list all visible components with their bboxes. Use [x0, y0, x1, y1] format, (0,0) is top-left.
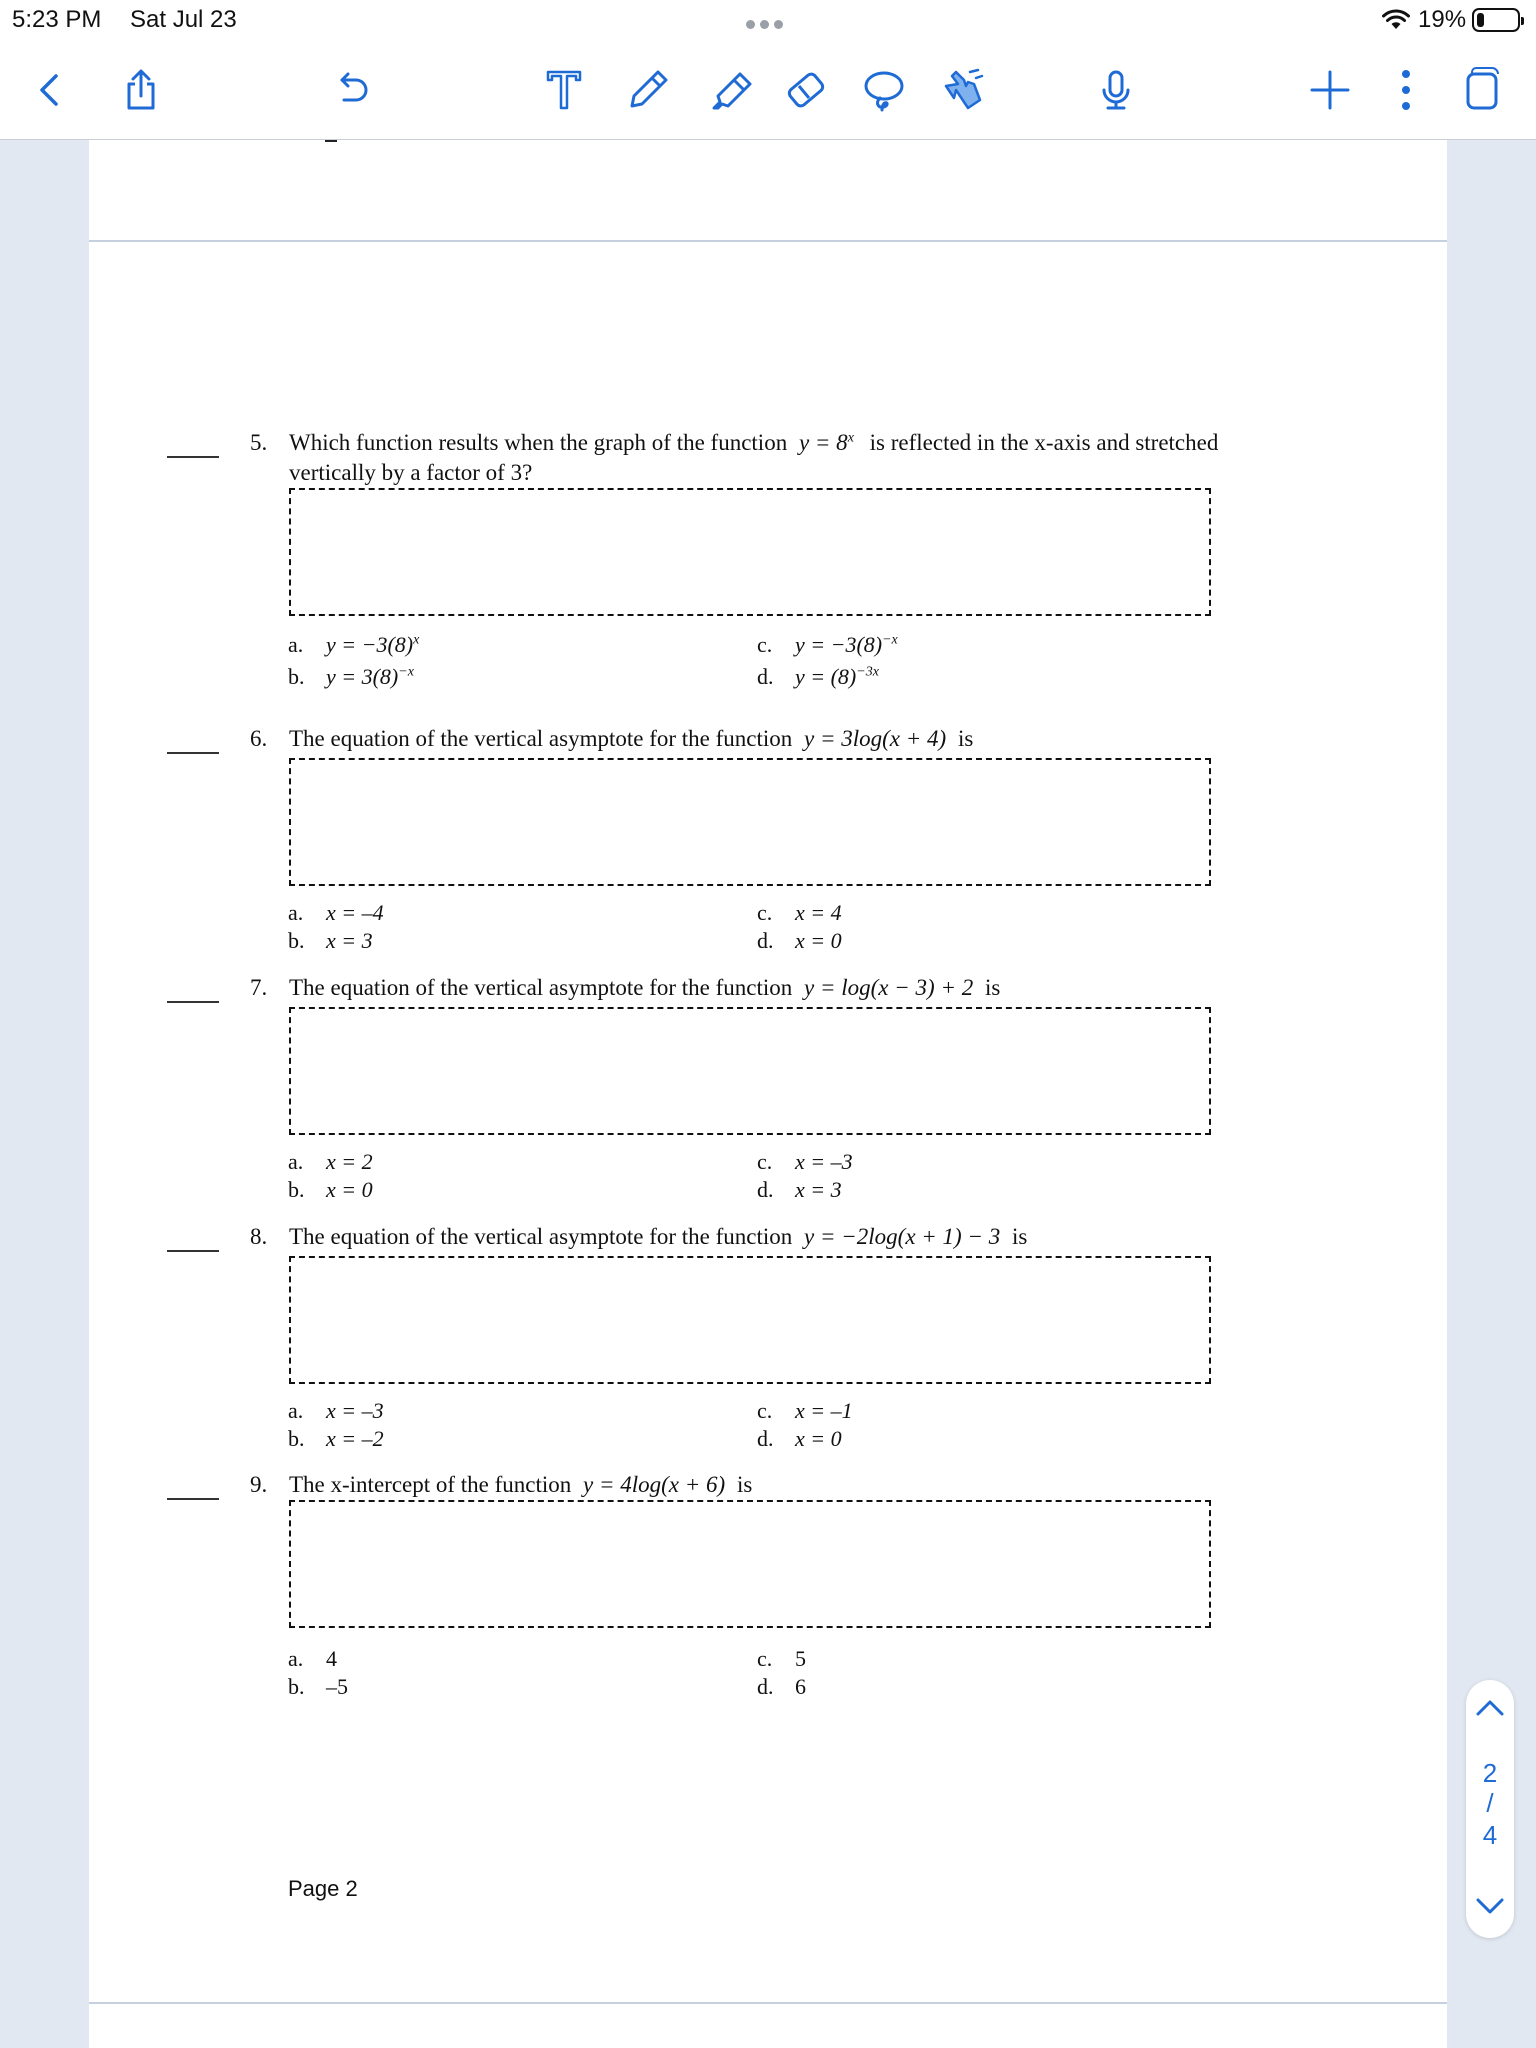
lasso-icon [860, 66, 908, 114]
page-view-button[interactable] [1454, 62, 1510, 118]
option-d[interactable]: d. 6 [757, 1674, 806, 1699]
battery-icon [1472, 8, 1520, 32]
work-box[interactable] [289, 758, 1211, 886]
status-bar [0, 0, 1536, 40]
work-box[interactable] [289, 1007, 1211, 1135]
option-b[interactable]: b. x = 0 [288, 1177, 373, 1202]
option-b[interactable]: b. $y = 3(8)^{-x}$ [288, 664, 414, 689]
next-page-button[interactable] [1466, 1886, 1514, 1926]
back-chevron-icon [26, 66, 74, 114]
multitasking-dots-icon[interactable] [746, 16, 790, 26]
pen-tool-button[interactable] [620, 62, 676, 118]
option-a[interactable]: a. x = –3 [288, 1398, 384, 1423]
undo-icon [328, 66, 376, 114]
work-box[interactable] [289, 1256, 1211, 1384]
page-divider [89, 240, 1447, 242]
status-date: Sat Jul 23 [130, 6, 237, 33]
undo-button[interactable] [324, 62, 380, 118]
eraser-tool-button[interactable] [778, 62, 834, 118]
question-text: The equation of the vertical asymptote for the function y = 3log(x + 4) is [289, 726, 974, 751]
option-d[interactable]: d. x = 0 [757, 1426, 842, 1451]
option-b[interactable]: b. –5 [288, 1674, 348, 1699]
add-page-button[interactable] [1302, 62, 1358, 118]
option-c[interactable]: c. 5 [757, 1646, 806, 1671]
option-c[interactable]: c. x = –3 [757, 1149, 853, 1174]
option-a[interactable]: a. 4 [288, 1646, 337, 1671]
pen-icon [624, 66, 672, 114]
option-a[interactable]: a. x = –4 [288, 900, 384, 925]
answer-blank[interactable] [167, 456, 219, 458]
option-d[interactable]: d. x = 3 [757, 1177, 842, 1202]
wifi-icon [1382, 9, 1410, 31]
option-a[interactable]: a. $y = -3(8)^x$ [288, 632, 420, 657]
page-separator: / [1486, 1788, 1494, 1818]
question-number: 9. [250, 1472, 268, 1497]
battery-percent: 19% [1418, 6, 1467, 33]
question-number: 5. [250, 430, 268, 455]
page-divider [89, 2002, 1447, 2004]
question-number: 8. [250, 1224, 268, 1249]
page-footer: Page 2 [288, 1876, 358, 1901]
answer-blank[interactable] [167, 1250, 219, 1252]
status-time: 5:23 PM [12, 6, 102, 33]
add-icon [1306, 66, 1354, 114]
document-page[interactable] [89, 140, 1447, 2048]
current-page-number: 2 [1482, 1758, 1498, 1788]
text-tool-icon [540, 66, 588, 114]
total-pages: 4 [1482, 1820, 1498, 1850]
option-d[interactable]: d. x = 0 [757, 928, 842, 953]
option-a[interactable]: a. x = 2 [288, 1149, 373, 1174]
question-number: 7. [250, 975, 268, 1000]
question-text: The x-intercept of the function y = 4log(x + 6) is [289, 1472, 753, 1497]
answer-blank[interactable] [167, 1498, 219, 1500]
previous-page-remnant [325, 140, 337, 146]
option-d[interactable]: d. $y = (8)^{-3x}$ [757, 664, 879, 689]
highlighter-icon [708, 66, 756, 114]
lasso-tool-button[interactable] [856, 62, 912, 118]
question-text: Which function results when the graph of the function $y = 8^x$ is reflected in the x-axis and stretched [289, 430, 1219, 455]
page-view-icon [1458, 66, 1506, 114]
share-button[interactable] [113, 62, 169, 118]
chevron-down-icon [1475, 1896, 1505, 1916]
microphone-icon [1092, 66, 1140, 114]
text-tool-button[interactable] [536, 62, 592, 118]
question-text-line2: vertically by a factor of 3? [289, 460, 533, 485]
eraser-icon [782, 66, 830, 114]
question-number: 6. [250, 726, 268, 751]
option-b[interactable]: b. x = –2 [288, 1426, 384, 1451]
option-c[interactable]: c. x = 4 [757, 900, 842, 925]
option-c[interactable]: c. $y = -3(8)^{-x}$ [757, 632, 898, 657]
work-box[interactable] [289, 488, 1211, 616]
answer-blank[interactable] [167, 752, 219, 754]
answer-blank[interactable] [167, 1001, 219, 1003]
more-icon [1382, 66, 1430, 114]
page-navigator [1466, 1680, 1514, 1938]
question-text: The equation of the vertical asymptote for the function y = −2log(x + 1) − 3 is [289, 1224, 1028, 1249]
previous-page-button[interactable] [1466, 1688, 1514, 1728]
more-options-button[interactable] [1378, 62, 1434, 118]
work-box[interactable] [289, 1500, 1211, 1628]
toolbar [0, 40, 1536, 140]
share-icon [117, 66, 165, 114]
touch-mode-button[interactable] [934, 62, 990, 118]
question-text: The equation of the vertical asymptote for the function y = log(x − 3) + 2 is [289, 975, 1001, 1000]
record-audio-button[interactable] [1088, 62, 1144, 118]
option-c[interactable]: c. x = –1 [757, 1398, 853, 1423]
back-button[interactable] [22, 62, 78, 118]
chevron-up-icon [1475, 1698, 1505, 1718]
touch-hand-icon [938, 66, 986, 114]
option-b[interactable]: b. x = 3 [288, 928, 373, 953]
highlighter-tool-button[interactable] [704, 62, 760, 118]
